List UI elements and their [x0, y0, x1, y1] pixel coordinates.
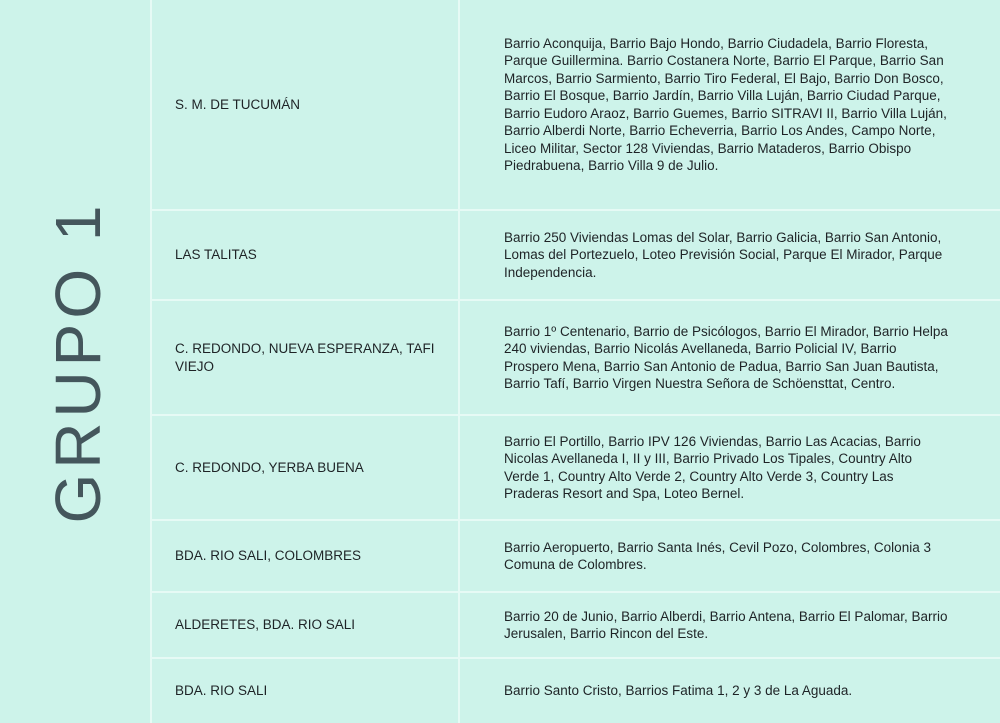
- neighborhood-table: [152, 0, 1000, 723]
- city-cell: C. REDONDO, NUEVA ESPERANZA, TAFI VIEJO: [152, 301, 460, 414]
- neighborhoods-cell: Barrio Santo Cristo, Barrios Fatima 1, 2 y 3 de La Aguada.: [504, 683, 853, 699]
- table-row: [152, 211, 1000, 301]
- table-row: [152, 301, 1000, 416]
- city-cell: S. M. DE TUCUMÁN: [152, 0, 460, 209]
- table-row: [152, 416, 1000, 521]
- city-cell: C. REDONDO, YERBA BUENA: [152, 416, 460, 519]
- group-label: GRUPO 1: [42, 200, 114, 524]
- city-cell: LAS TALITAS: [152, 211, 460, 299]
- table-row: [152, 521, 1000, 593]
- table-row: [152, 593, 1000, 659]
- neighborhoods-cell: Barrio Aconquija, Barrio Bajo Hondo, Barrio Ciudadela, Barrio Floresta, Parque Guillermina. Barrio Costanera Norte, Barrio El Parque, Barrio San Marcos, Barrio Sarmiento, Barrio Tiro Federal, El Bajo, Barrio Don Bosco, Barrio El Bosque, Barrio Jardín, Barrio Villa Luján, Barrio Ciudad Parque, Barrio Eudoro Araoz, Barrio Guemes, Barrio SITRAVI II, Barrio Villa Luján, Barrio Alberdi Norte, Barrio Echeverria, Barrio Los Andes, Campo Norte, Liceo Militar, Sector 128 Viviendas, Barrio Mataderos, Barrio Obispo Piedrabuena, Barrio Villa 9 de Julio.: [504, 35, 947, 173]
- city-cell: BDA. RIO SALI, COLOMBRES: [152, 521, 460, 591]
- neighborhoods-cell: Barrio Aeropuerto, Barrio Santa Inés, Cevil Pozo, Colombres, Colonia 3 Comuna de Colombres.: [504, 539, 931, 572]
- neighborhoods-cell: Barrio 1º Centenario, Barrio de Psicólogos, Barrio El Mirador, Barrio Helpa 240 viviendas, Barrio Nicolás Avellaneda, Barrio Policial IV, Barrio Prospero Mena, Barrio San Antonio de Padua, Barrio San Juan Bautista, Barrio Tafí, Barrio Virgen Nuestra Señora de Schöensttat, Centro.: [504, 323, 948, 391]
- table-row: [152, 659, 1000, 723]
- neighborhoods-cell: Barrio 20 de Junio, Barrio Alberdi, Barrio Antena, Barrio El Palomar, Barrio Jerusalen, Barrio Rincon del Este.: [504, 608, 948, 641]
- table-row: [152, 0, 1000, 211]
- group-column: [0, 0, 152, 723]
- neighborhoods-cell: Barrio 250 Viviendas Lomas del Solar, Barrio Galicia, Barrio San Antonio, Lomas del Portezuelo, Loteo Previsión Social, Parque El Mirador, Parque Independencia.: [504, 229, 943, 280]
- city-cell: ALDERETES, BDA. RIO SALI: [152, 593, 460, 657]
- city-cell: BDA. RIO SALI: [152, 659, 460, 723]
- neighborhoods-cell: Barrio El Portillo, Barrio IPV 126 Viviendas, Barrio Las Acacias, Barrio Nicolas Avellaneda I, II y III, Barrio Privado Los Tipales, Country Alto Verde 1, Country Alto Verde 2, Country Alto Verde 3, Country Las Praderas Resort and Spa, Loteo Bernel.: [504, 433, 921, 501]
